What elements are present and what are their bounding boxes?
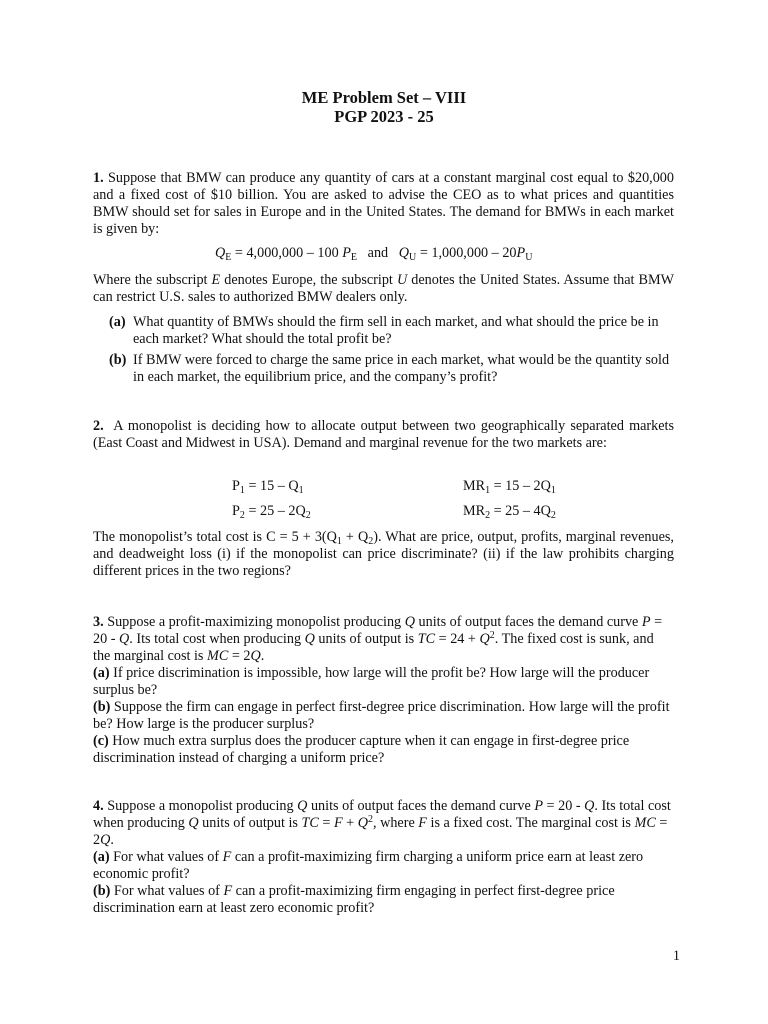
question-1-parts xyxy=(93,310,674,386)
question-2-intro: 2. A monopolist is deciding how to allocate output between two geographically separated markets (East Coast and Midwest in USA). Demand and marginal revenue for the two markets are: xyxy=(93,418,674,451)
demand-eq-2: $P_2 = 25 - 2Q_2$ xyxy=(232,503,311,521)
question-1-where: Where the subscript E denotes Europe, the subscript U denotes the United States. Assume that BMW can restrict U.S. sales to authorized BMW dealers only. xyxy=(93,272,674,305)
question-3: 3. Suppose a profit-maximizing monopolist producing Q units of output faces the demand curve P = 20 - Q. Its total cost when producing Q units of output is TC = $24 + Q^2$. The fixed cost is sunk, and the marginal cost is MC = 2Q. (a) If price discrimination is impossible, how large will the profit be? How large will the producer surplus be? (b) Suppose the firm can engage in perfect first-degree price discrimination. How large will the profit be? How large is the producer surplus? (c) How much extra surplus does the producer capture when it can engage in first-degree price discrimination instead of charging a uniform price? xyxy=(93,614,670,766)
mr-eq-2: $MR_2 = 25 - 4Q_2$ xyxy=(463,503,556,521)
page-title: ME Problem Set – VIII xyxy=(301,88,467,107)
demand-equations: $Q_E = 4,000,000 - 100$ $P_E$ and $Q_U = 1,000,000 - 20P_U$ xyxy=(215,245,533,263)
question-1-intro: 1. Suppose that BMW can produce any quantity of cars at a constant marginal cost equal to $20,000 and a fixed cost of $10 billion. You are asked to advise the CEO as to what prices and quantities BMW should set for sales in Europe and in the United States. The demand for BMWs in each market is given by: xyxy=(93,170,674,237)
question-1-part-a: (a) What quantity of BMWs should the firm sell in each market, and what should the price be in each market? What should the total profit be? xyxy=(109,314,659,347)
question-number: 3. xyxy=(93,614,104,630)
question-2-cost: The monopolist’s total cost is $C = 5 + 3(Q_1 + Q_2)$. What are price, output, profits, marginal revenues, and deadweight loss (i) if the monopolist can price discriminate? (ii) if the law prohibits charging different prices in the two regions? xyxy=(93,529,674,579)
page-subtitle: PGP 2023 - 25 xyxy=(334,107,434,126)
question-1-part-b: (b) If BMW were forced to charge the same price in each market, what would be the quantity sold in each market, the equilibrium price, and the company’s profit? xyxy=(109,352,670,385)
mr-eq-1: $MR_1 = 15 - 2Q_1$ xyxy=(463,478,556,496)
question-number: 1. xyxy=(93,170,104,186)
page-number: 1 xyxy=(672,948,680,964)
question-number: 2. xyxy=(93,418,104,434)
demand-eq-1: $P_1 = 15 - Q_1$ xyxy=(232,478,304,496)
question-number: 4. xyxy=(93,798,104,814)
question-4: 4. Suppose a monopolist producing Q units of output faces the demand curve P = 20 - Q. Its total cost when producing Q units of output is TC = $F + Q^2$, where F is a fixed cost. The marginal cost is MC = 2Q. (a) For what values of F can a profit-maximizing firm charging a uniform price earn at least zero economic profit? (b) For what values of F can a profit-maximizing firm engaging in perfect first-degree price discrimination earn at least zero economic profit? xyxy=(93,798,671,916)
